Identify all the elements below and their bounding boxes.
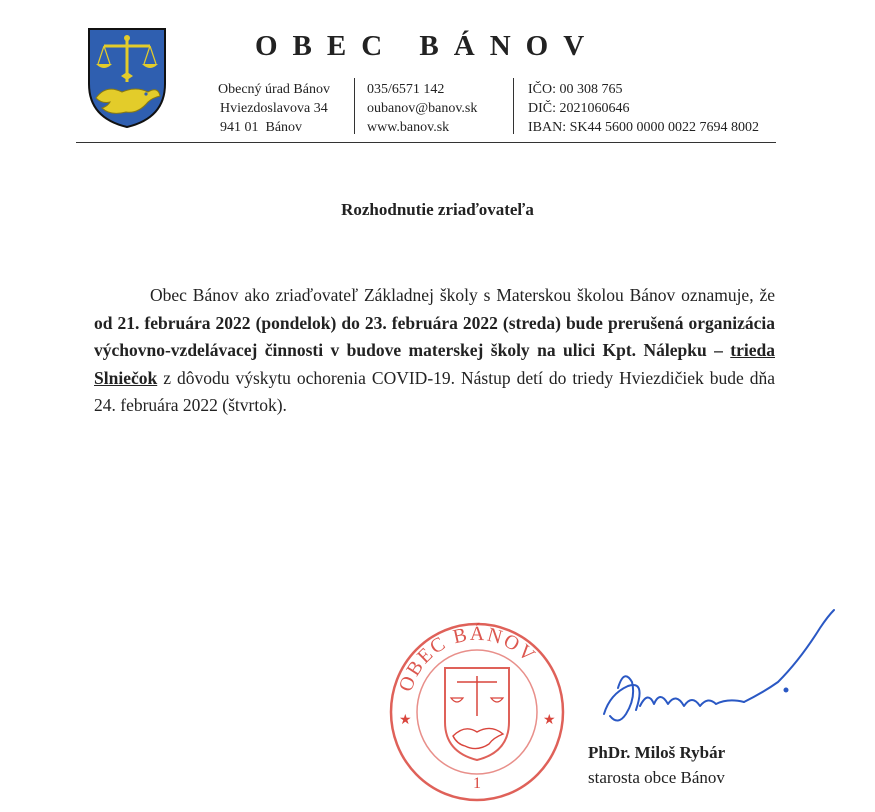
stamp-text: OBEC BÁNOV [394, 622, 541, 695]
identifiers-block [528, 80, 759, 137]
handwritten-signature [588, 606, 843, 736]
body-text-emphasis: od 21. februára 2022 (pondelok) do 23. februára 2022 (streda) bude prerušená organizácia výchovno-vzdelávacej činnosti v budove materskej školy na ulici Kpt. Nálepku – [94, 312, 775, 360]
body-text-closing: z dôvodu výskytu ochorenia COVID-19. Nástup detí do triedy Hviezdičiek bude dňa 24. februára 2022 (štvrtok). [94, 367, 775, 415]
street-address: Hviezdoslavova 34 [220, 101, 328, 116]
class-name-highlight: trieda Slniečok [94, 340, 775, 388]
body-text-intro: Obec Bánov ako zriaďovateľ Základnej školy s Materskou školou Bánov oznamuje, že [150, 285, 775, 305]
iban-number: IBAN: SK44 5600 0000 0022 7694 8002 [528, 120, 760, 135]
document-heading: Rozhodnutie zriaďovateľa [341, 200, 534, 219]
coat-of-arms-icon [86, 26, 168, 130]
email-address: oubanov@banov.sk [367, 101, 478, 116]
header-divider [513, 78, 514, 134]
contact-block [367, 80, 477, 137]
signatory-name: PhDr. Miloš Rybár [588, 743, 726, 762]
header-rule [76, 142, 776, 143]
phone-number: 035/6571 142 [367, 82, 445, 97]
postal-address: 941 01 Bánov [220, 120, 303, 135]
svg-text:OBEC BÁNOV [395, 622, 541, 695]
address-block [218, 80, 330, 137]
dic-number: DIČ: 2021060646 [528, 101, 630, 116]
announcement-paragraph [94, 282, 775, 420]
signatory-role: starosta obce Bánov [588, 768, 725, 787]
svg-text:★: ★ [543, 713, 556, 728]
header-divider [354, 78, 355, 134]
official-stamp [387, 612, 567, 802]
stamp-number: 1 [473, 775, 481, 792]
website: www.banov.sk [367, 120, 450, 135]
svg-text:★: ★ [399, 713, 412, 728]
ico-number: IČO: 00 308 765 [528, 82, 623, 97]
municipality-title: OBEC BÁNOV [255, 30, 600, 62]
office-name: Obecný úrad Bánov [218, 82, 330, 97]
